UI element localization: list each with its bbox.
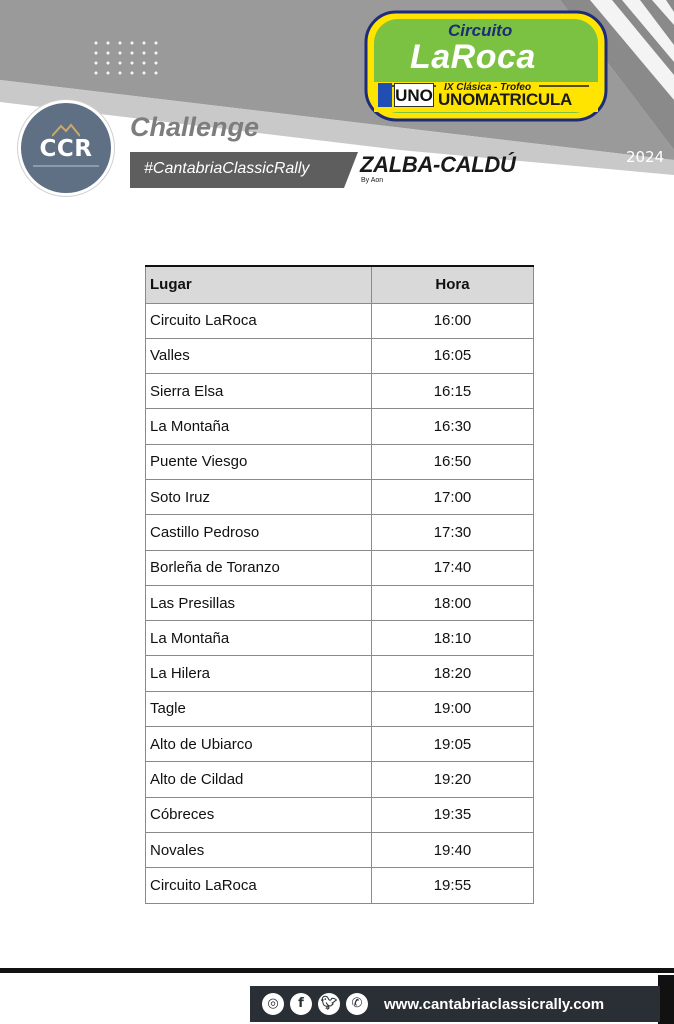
place-cell: Circuito LaRoca — [146, 303, 372, 338]
table-row — [146, 303, 534, 338]
website-link[interactable]: www.cantabriaclassicrally.com — [384, 996, 605, 1013]
footer-divider — [0, 968, 674, 973]
table-row — [146, 515, 534, 550]
time-cell: 19:05 — [372, 727, 534, 762]
instagram-icon[interactable]: ◎ — [262, 993, 284, 1015]
place-cell: Alto de Cildad — [146, 762, 372, 797]
place-cell: Novales — [146, 832, 372, 867]
table-row — [146, 479, 534, 514]
place-cell: Puente Viesgo — [146, 444, 372, 479]
place-cell: La Montaña — [146, 621, 372, 656]
table-row — [146, 691, 534, 726]
plate-country-strip — [378, 83, 392, 107]
table-row — [146, 797, 534, 832]
mountain-icon — [52, 123, 80, 137]
place-cell: Borleña de Toranzo — [146, 550, 372, 585]
table-row — [146, 409, 534, 444]
place-cell: La Montaña — [146, 409, 372, 444]
time-cell: 19:35 — [372, 797, 534, 832]
table-row — [146, 727, 534, 762]
footer-corner-block — [658, 975, 674, 1024]
place-cell: Castillo Pedroso — [146, 515, 372, 550]
table-row — [146, 621, 534, 656]
time-cell: 19:55 — [372, 868, 534, 903]
place-cell: Las Presillas — [146, 585, 372, 620]
place-cell: Alto de Ubiarco — [146, 727, 372, 762]
table-row — [146, 762, 534, 797]
table-row — [146, 585, 534, 620]
place-cell: Sierra Elsa — [146, 374, 372, 409]
time-cell: 16:00 — [372, 303, 534, 338]
twitter-icon[interactable]: 🐦︎ — [318, 993, 340, 1015]
place-cell: Valles — [146, 338, 372, 373]
logo-unomatricula: UNOMATRICULA — [438, 90, 572, 109]
time-cell: 18:20 — [372, 656, 534, 691]
decorative-dots — [90, 38, 166, 78]
table-header-row — [146, 266, 534, 303]
place-cell: Soto Iruz — [146, 479, 372, 514]
logo-subtitle: IX Clásica - Trofeo — [444, 82, 532, 93]
time-cell: 16:50 — [372, 444, 534, 479]
table-row — [146, 550, 534, 585]
header-lugar: Lugar — [146, 266, 372, 303]
whatsapp-icon[interactable]: ✆ — [346, 993, 368, 1015]
table-row — [146, 656, 534, 691]
logo-circuito: Circuito — [448, 21, 513, 40]
sponsor-logo: ZALBA-CALDÚ — [360, 152, 516, 177]
time-cell: 17:40 — [372, 550, 534, 585]
time-cell: 16:30 — [372, 409, 534, 444]
time-cell: 19:00 — [372, 691, 534, 726]
ccr-badge-underline — [33, 165, 99, 167]
table-row — [146, 338, 534, 373]
table-row — [146, 444, 534, 479]
table-row — [146, 832, 534, 867]
sponsor-subtitle: By Aon — [361, 177, 384, 184]
year-label: 2024 — [626, 148, 665, 166]
time-cell: 18:10 — [372, 621, 534, 656]
ccr-badge-text: CCR — [39, 136, 93, 162]
place-cell: Cóbreces — [146, 797, 372, 832]
time-cell: 19:20 — [372, 762, 534, 797]
table-row — [146, 374, 534, 409]
plate-uno: UNO — [394, 83, 434, 107]
time-cell: 17:00 — [372, 479, 534, 514]
time-cell: 16:05 — [372, 338, 534, 373]
place-cell: La Hilera — [146, 656, 372, 691]
place-cell: Tagle — [146, 691, 372, 726]
challenge-title: Challenge — [130, 112, 260, 142]
time-cell: 18:00 — [372, 585, 534, 620]
place-cell: Circuito LaRoca — [146, 868, 372, 903]
facebook-icon[interactable]: f — [290, 993, 312, 1015]
schedule-table — [145, 265, 534, 904]
hashtag: #CantabriaClassicRally — [144, 160, 310, 177]
header-hora: Hora — [372, 266, 534, 303]
time-cell: 19:40 — [372, 832, 534, 867]
ccr-badge — [18, 100, 114, 196]
time-cell: 16:15 — [372, 374, 534, 409]
time-cell: 17:30 — [372, 515, 534, 550]
table-row — [146, 868, 534, 903]
logo-laroca: LaRoca — [410, 38, 536, 76]
